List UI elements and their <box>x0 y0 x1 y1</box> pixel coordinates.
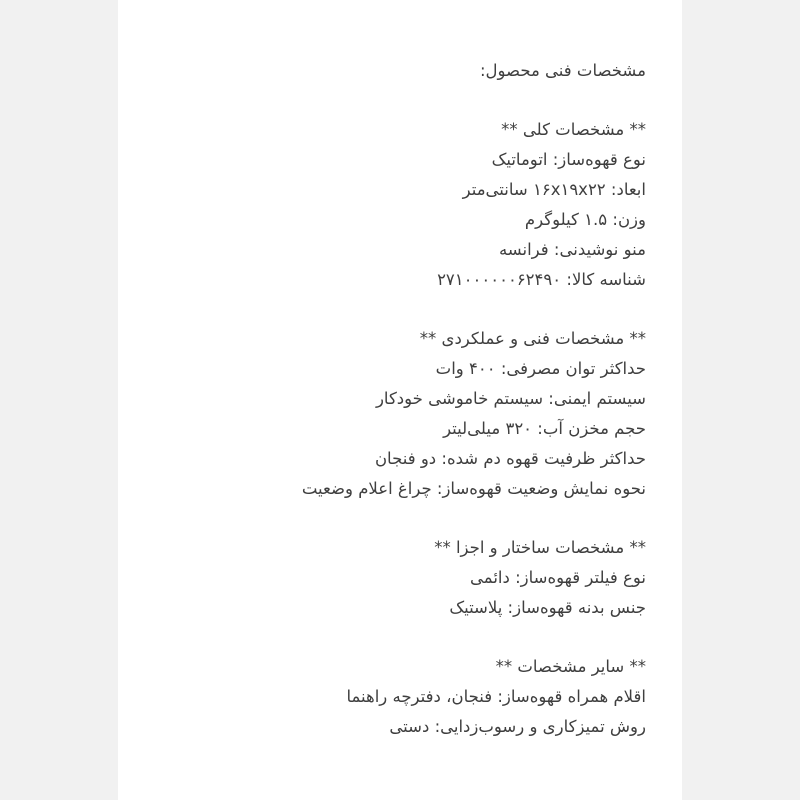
spec-line: نوع فیلتر قهوه‌ساز: دائمی <box>470 568 646 587</box>
section-heading-other: ** سایر مشخصات ** <box>495 657 646 676</box>
spacer <box>166 504 646 533</box>
spec-line: منو نوشیدنی: فرانسه <box>498 240 646 259</box>
spec-line: اقلام همراه قهوه‌ساز: فنجان، دفترچه راهنما <box>346 687 646 706</box>
spec-line: وزن: ۱.۵ کیلوگرم <box>524 210 646 229</box>
product-description-card <box>118 0 682 800</box>
section-heading-structure: ** مشخصات ساختار و اجزا ** <box>434 538 646 557</box>
spec-line: حداکثر توان مصرفی: ۴۰۰ وات <box>435 359 646 378</box>
spec-line: جنس بدنه قهوه‌ساز: پلاستیک <box>449 598 646 617</box>
spec-line: حجم مخزن آب: ۳۲۰ میلی‌لیتر <box>443 419 646 438</box>
section-heading-general: ** مشخصات کلی ** <box>501 120 646 139</box>
spec-line: نوع قهوه‌ساز: اتوماتیک <box>491 150 646 169</box>
spacer <box>166 86 646 115</box>
spec-line: نحوه نمایش وضعیت قهوه‌ساز: چراغ اعلام وضعیت <box>301 479 646 498</box>
spec-line: شناسه کالا: ۲۷۱۰۰۰۰۰۰۶۲۴۹۰ <box>437 270 646 289</box>
spec-line: ابعاد: ۱۶x۱۹x۲۲ سانتی‌متر <box>462 180 646 199</box>
spec-line: حداکثر ظرفیت قهوه دم شده: دو فنجان <box>374 449 646 468</box>
spec-line: سیستم ایمنی: سیستم خاموشی خودکار <box>375 389 646 408</box>
spacer <box>166 295 646 324</box>
specs-title: مشخصات فنی محصول: <box>479 61 646 80</box>
section-heading-technical: ** مشخصات فنی و عملکردی ** <box>419 329 646 348</box>
spacer <box>166 623 646 652</box>
spec-line: روش تمیزکاری و رسوب‌زدایی: دستی <box>389 717 646 736</box>
product-specs-text <box>166 56 646 742</box>
